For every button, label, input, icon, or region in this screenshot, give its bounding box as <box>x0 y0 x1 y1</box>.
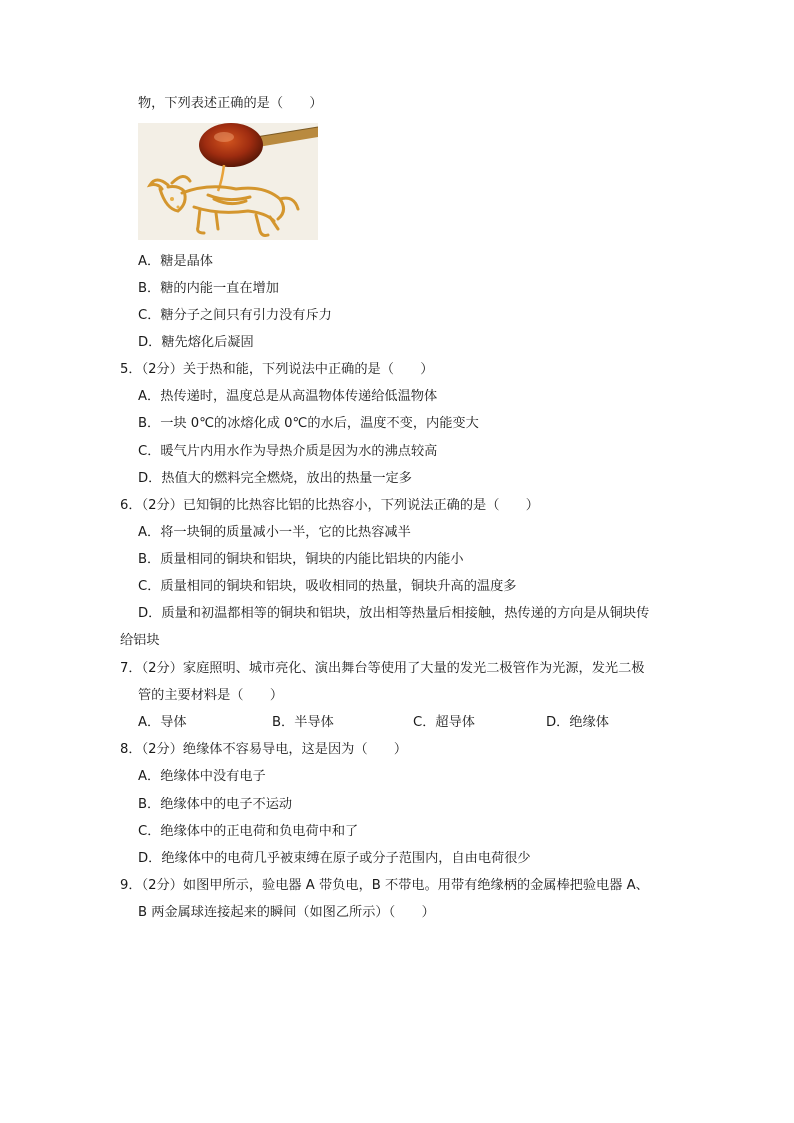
question-7-stem-continued: 管的主要材料是（ ） <box>138 688 284 703</box>
q6-option-a: A．将一块铜的质量减小一半，它的比热容减半 <box>138 525 411 540</box>
q8-option-a: A．绝缘体中没有电子 <box>138 769 266 784</box>
q6-option-d-continued: 给铝块 <box>120 633 160 648</box>
q7-option-b: B．半导体 <box>272 715 334 730</box>
q6-option-c: C．质量相同的铜块和铝块，吸收相同的热量，铜块升高的温度多 <box>138 579 517 594</box>
question-5-stem: 5．（2分）关于热和能，下列说法中正确的是（ ） <box>120 362 434 377</box>
q7-option-d: D．绝缘体 <box>546 715 609 730</box>
q4-option-c: C．糖分子之间只有引力没有斥力 <box>138 308 332 323</box>
q7-option-c: C．超导体 <box>413 715 475 730</box>
q8-option-d: D．绝缘体中的电荷几乎被束缚在原子或分子范围内，自由电荷很少 <box>138 851 531 866</box>
q5-option-c: C．暖气片内用水作为导热介质是因为水的沸点较高 <box>138 444 438 459</box>
q5-option-d: D．热值大的燃料完全燃烧，放出的热量一定多 <box>138 471 412 486</box>
question-7-stem: 7．（2分）家庭照明、城市亮化、演出舞台等使用了大量的发光二极管作为光源，发光二极 <box>120 661 645 676</box>
q5-option-b: B．一块 0℃的冰熔化成 0℃的水后，温度不变，内能变大 <box>138 416 479 431</box>
q5-option-a: A．热传递时，温度总是从高温物体传递给低温物体 <box>138 389 438 404</box>
question-6-stem: 6．（2分）已知铜的比热容比铝的比热容小，下列说法正确的是（ ） <box>120 498 539 513</box>
question-9-stem-continued: B 两金属球连接起来的瞬间（如图乙所示）（ ） <box>138 905 435 920</box>
q7-option-a: A．导体 <box>138 715 187 730</box>
question-9-stem: 9．（2分）如图甲所示，验电器 A 带负电，B 不带电。用带有绝缘柄的金属棒把验电器 A、 <box>120 878 649 893</box>
q4-option-d: D．糖先熔化后凝固 <box>138 335 254 350</box>
q6-option-b: B．质量相同的铜块和铝块，铜块的内能比铝块的内能小 <box>138 552 464 567</box>
question-4-stem-tail: 物，下列表述正确的是（ ） <box>138 96 323 111</box>
sugar-painting-photo <box>138 123 318 240</box>
q8-option-c: C．绝缘体中的正电荷和负电荷中和了 <box>138 824 359 839</box>
q4-option-b: B．糖的内能一直在增加 <box>138 281 279 296</box>
q4-option-a: A．糖是晶体 <box>138 254 213 269</box>
question-8-stem: 8．（2分）绝缘体不容易导电，这是因为（ ） <box>120 742 408 757</box>
q8-option-b: B．绝缘体中的电子不运动 <box>138 797 293 812</box>
q6-option-d: D．质量和初温都相等的铜块和铝块，放出相等热量后相接触，热传递的方向是从铜块传 <box>138 606 650 621</box>
